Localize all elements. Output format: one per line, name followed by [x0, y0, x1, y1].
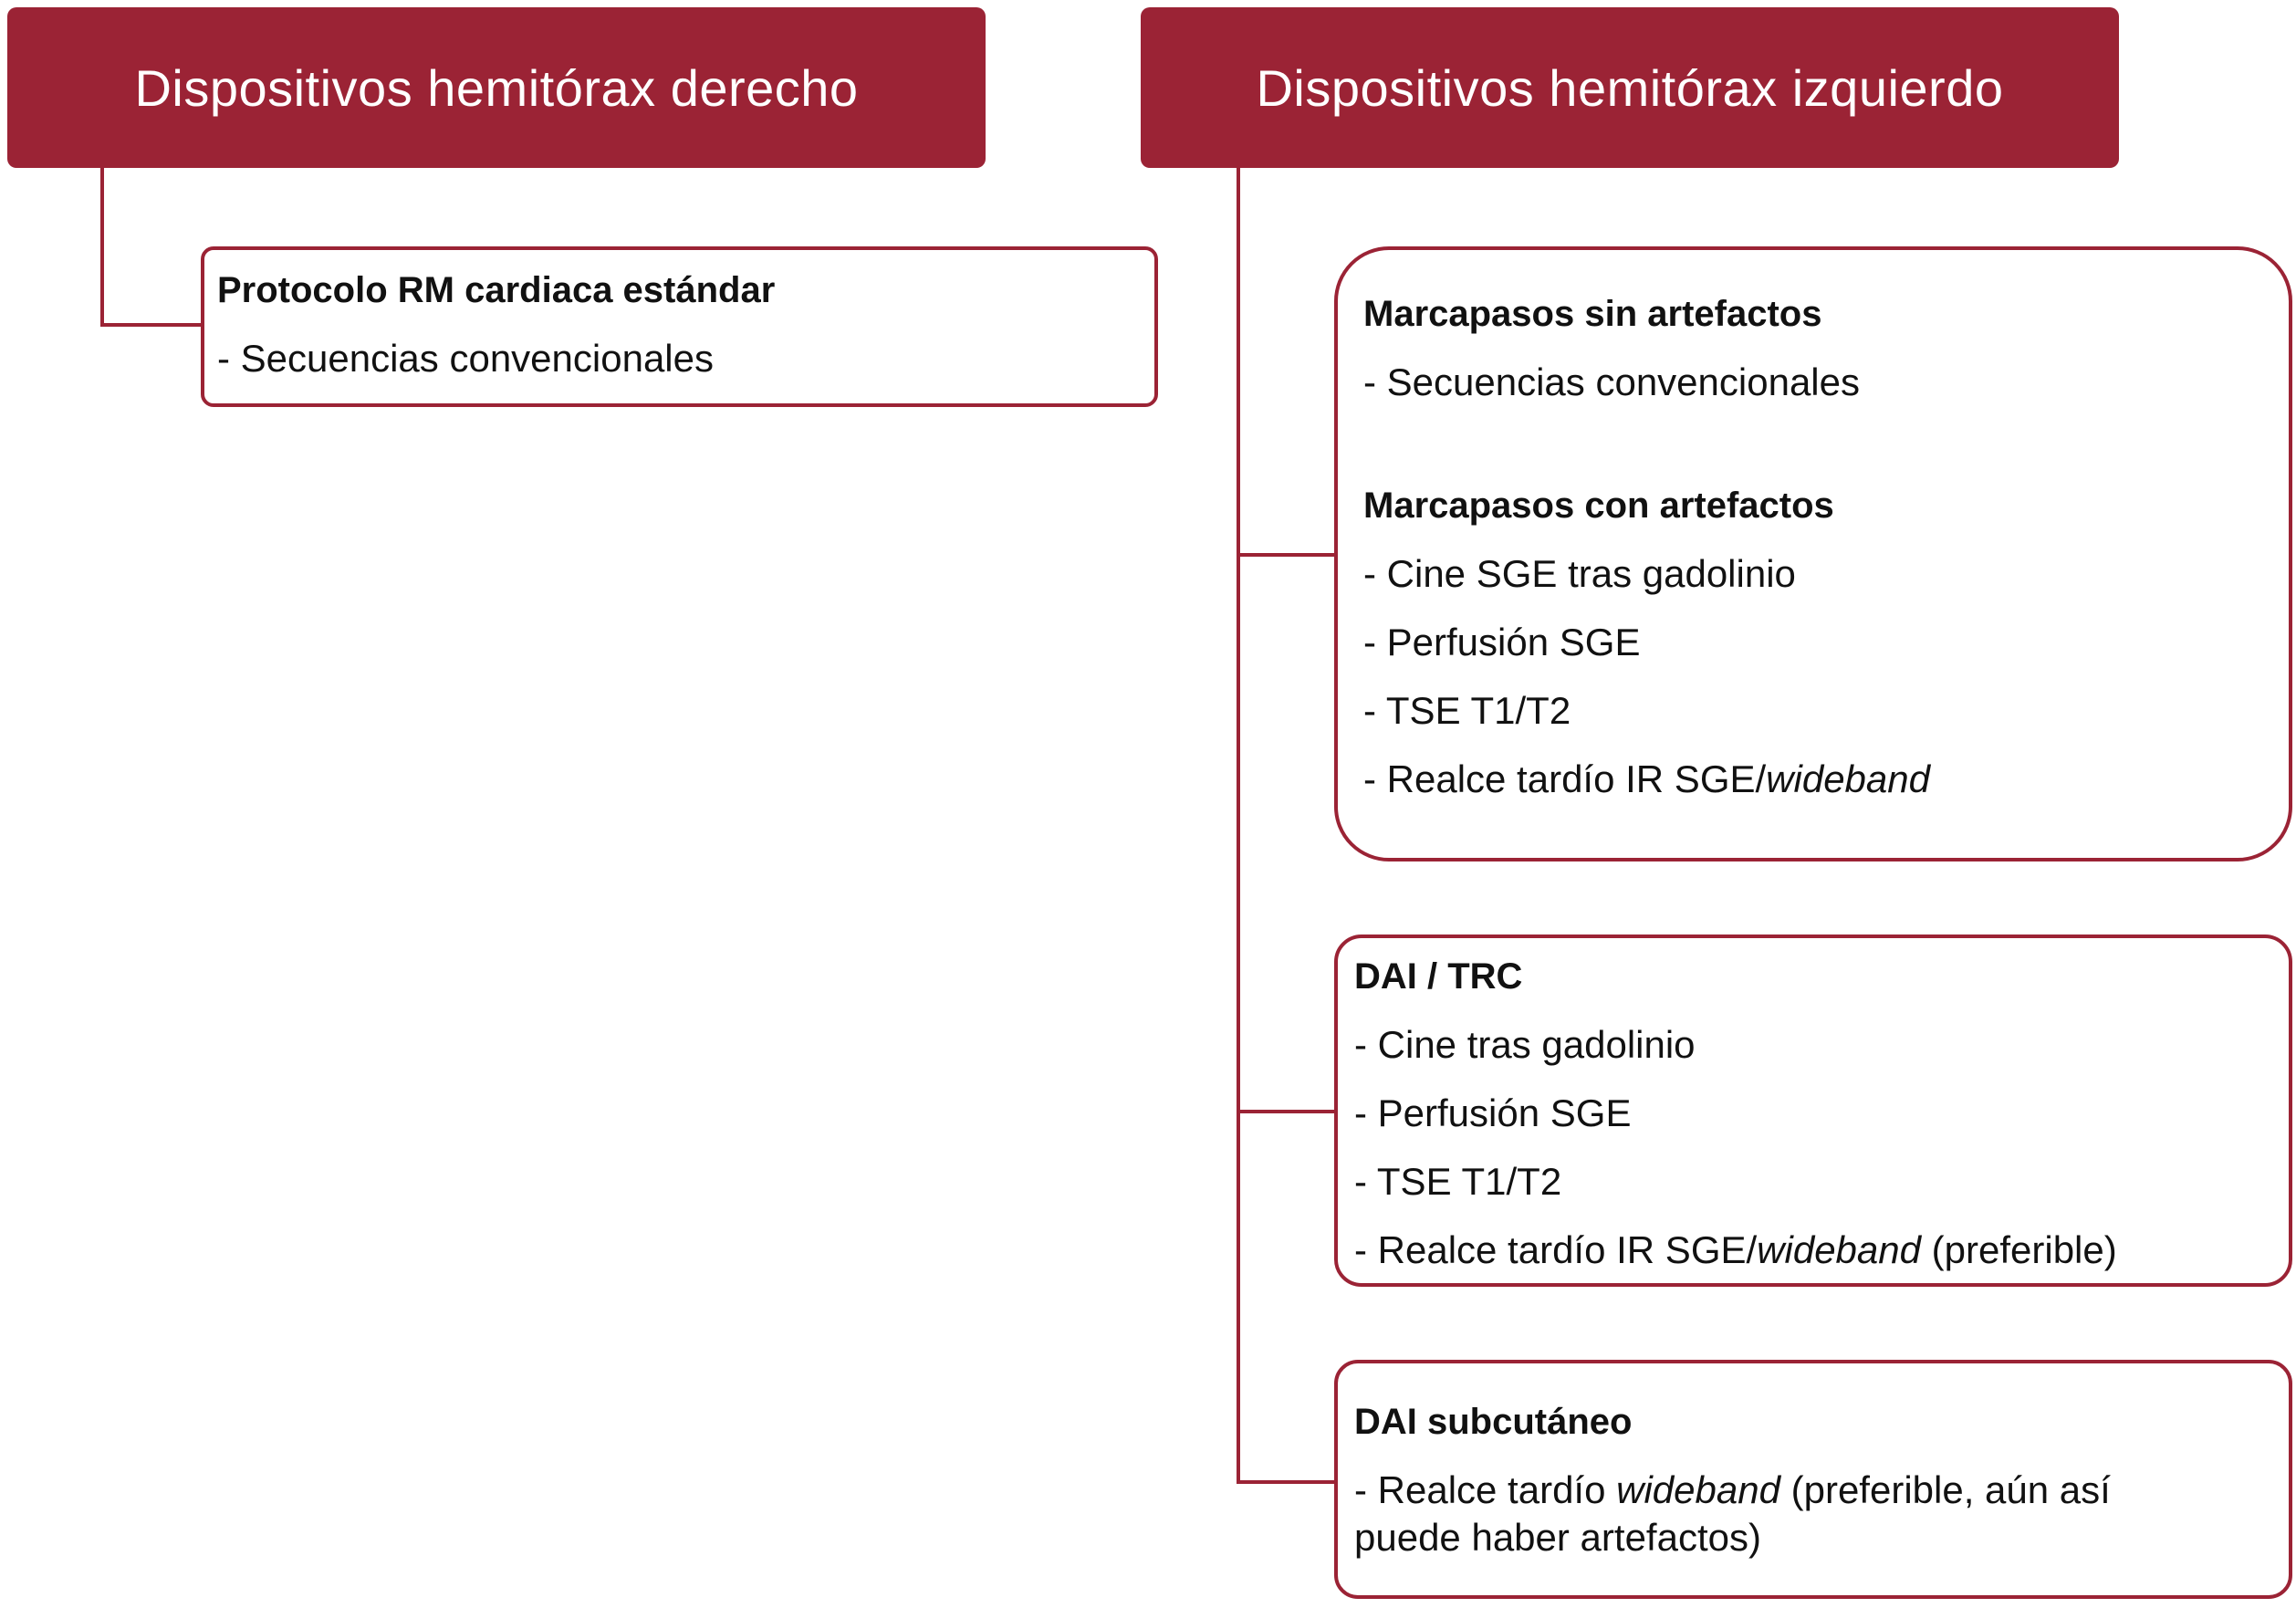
standard-protocol-item: - Secuencias convencionales [217, 337, 714, 380]
pacemaker-artifacts-title: Marcapasos con artefactos [1363, 486, 1834, 526]
box-standard-protocol [201, 246, 1158, 407]
dai-trc-item: - Perfusión SGE [1354, 1091, 1632, 1134]
header-left-hemithorax-label: Dispositivos hemitórax izquierdo [1256, 58, 2004, 117]
box-pacemakers [1334, 246, 2292, 861]
header-left-hemithorax [1141, 7, 2119, 168]
header-right-hemithorax-label: Dispositivos hemitórax derecho [134, 58, 859, 117]
dai-subcutaneous-title: DAI subcutáneo [1354, 1402, 1633, 1442]
connector-dai-subcutaneous [1237, 1480, 1335, 1484]
pacemaker-artifacts-item: - Cine SGE tras gadolinio [1363, 552, 1796, 595]
standard-protocol-title: Protocolo RM cardiaca estándar [217, 270, 776, 310]
pacemaker-no-artifacts-title: Marcapasos sin artefactos [1363, 294, 1822, 334]
header-right-hemithorax [7, 7, 986, 168]
box-dai-trc [1334, 935, 2292, 1287]
pacemaker-artifacts-late-enhancement: - Realce tardío IR SGE/wideband [1363, 757, 1930, 800]
pacemaker-artifacts-item: - Perfusión SGE [1363, 621, 1641, 663]
dai-subcutaneous-continuation: puede haber artefactos) [1354, 1516, 1761, 1559]
connector-right-vertical [100, 168, 104, 327]
dai-trc-item: - TSE T1/T2 [1354, 1160, 1562, 1203]
dai-trc-late-enhancement: - Realce tardío IR SGE/wideband (preferible) [1354, 1228, 2117, 1271]
box-dai-subcutaneous [1334, 1360, 2292, 1599]
connector-pacemaker [1237, 553, 1335, 557]
pacemaker-no-artifacts-item: - Secuencias convencionales [1363, 360, 1860, 403]
pacemaker-artifacts-item: - TSE T1/T2 [1363, 689, 1571, 732]
connector-dai-trc [1237, 1110, 1335, 1113]
connector-left-vertical [1237, 168, 1240, 1484]
dai-subcutaneous-late-enhancement: - Realce tardío wideband (preferible, aún así [1354, 1468, 2111, 1511]
dai-trc-title: DAI / TRC [1354, 956, 1523, 997]
connector-right-horizontal [100, 323, 203, 327]
dai-trc-item: - Cine tras gadolinio [1354, 1023, 1696, 1066]
